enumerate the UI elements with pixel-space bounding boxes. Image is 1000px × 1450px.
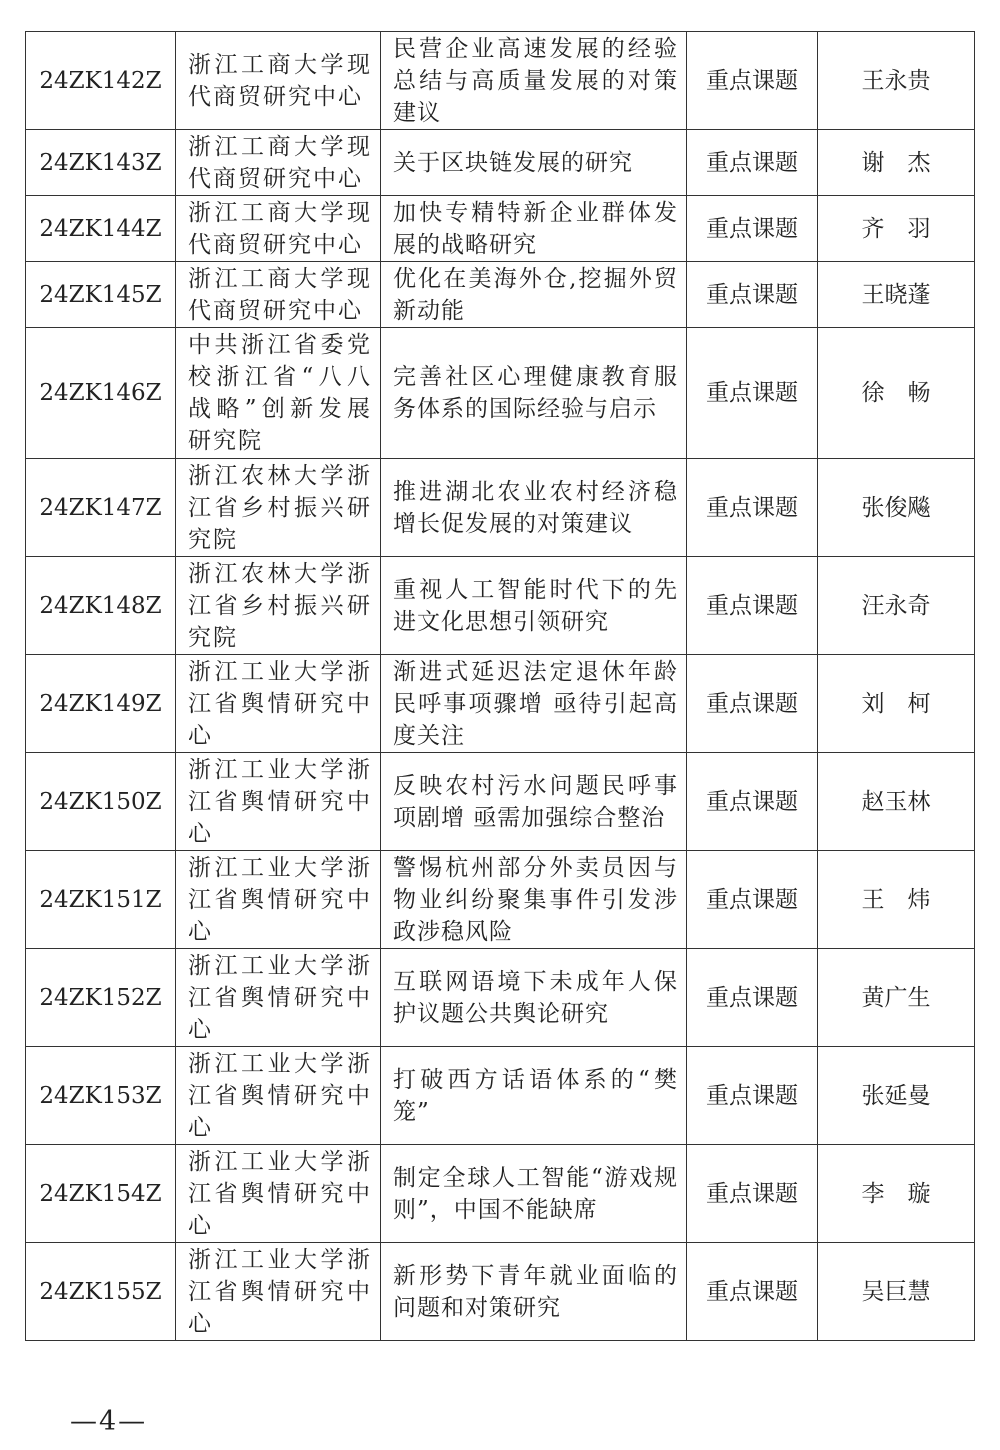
project-title: 重视人工智能时代下的先进文化思想引领研究 <box>381 557 687 655</box>
table-row <box>26 557 975 655</box>
project-type: 重点课题 <box>687 459 818 557</box>
organization: 浙江工商大学现代商贸研究中心 <box>176 130 381 196</box>
project-leader: 谢 杰 <box>818 130 975 196</box>
project-leader: 王永贵 <box>818 32 975 130</box>
project-leader: 赵玉林 <box>818 753 975 851</box>
project-code: 24ZK148Z <box>26 557 176 655</box>
project-title: 渐进式延迟法定退休年龄民呼事项骤增 亟待引起高度关注 <box>381 655 687 753</box>
project-title: 推进湖北农业农村经济稳增长促发展的对策建议 <box>381 459 687 557</box>
table-row <box>26 655 975 753</box>
table-row <box>26 328 975 459</box>
table-row <box>26 851 975 949</box>
organization: 浙江工商大学现代商贸研究中心 <box>176 32 381 130</box>
project-title: 民营企业高速发展的经验总结与高质量发展的对策建议 <box>381 32 687 130</box>
project-type: 重点课题 <box>687 851 818 949</box>
table-row <box>26 32 975 130</box>
project-leader: 刘 柯 <box>818 655 975 753</box>
table-row <box>26 1145 975 1243</box>
project-code: 24ZK153Z <box>26 1047 176 1145</box>
project-type: 重点课题 <box>687 130 818 196</box>
project-title: 优化在美海外仓,挖掘外贸新动能 <box>381 262 687 328</box>
project-title: 打破西方话语体系的“樊笼” <box>381 1047 687 1145</box>
project-title: 关于区块链发展的研究 <box>381 130 687 196</box>
table-row <box>26 949 975 1047</box>
project-code: 24ZK143Z <box>26 130 176 196</box>
project-code: 24ZK147Z <box>26 459 176 557</box>
project-type: 重点课题 <box>687 262 818 328</box>
organization: 浙江工业大学浙江省舆情研究中心 <box>176 753 381 851</box>
organization: 浙江农林大学浙江省乡村振兴研究院 <box>176 459 381 557</box>
project-leader: 徐 畅 <box>818 328 975 459</box>
project-code: 24ZK155Z <box>26 1243 176 1341</box>
project-table <box>25 31 975 1341</box>
project-type: 重点课题 <box>687 328 818 459</box>
organization: 浙江工业大学浙江省舆情研究中心 <box>176 1243 381 1341</box>
table-row <box>26 196 975 262</box>
project-leader: 黄广生 <box>818 949 975 1047</box>
table-row <box>26 262 975 328</box>
table-row <box>26 459 975 557</box>
project-type: 重点课题 <box>687 1243 818 1341</box>
project-code: 24ZK146Z <box>26 328 176 459</box>
project-type: 重点课题 <box>687 557 818 655</box>
organization: 浙江工业大学浙江省舆情研究中心 <box>176 949 381 1047</box>
project-leader: 张延曼 <box>818 1047 975 1145</box>
project-type: 重点课题 <box>687 1145 818 1243</box>
project-leader: 王晓蓬 <box>818 262 975 328</box>
page-number: —4— <box>70 1406 148 1437</box>
project-title: 互联网语境下未成年人保护议题公共舆论研究 <box>381 949 687 1047</box>
project-code: 24ZK145Z <box>26 262 176 328</box>
project-type: 重点课题 <box>687 196 818 262</box>
project-title: 警惕杭州部分外卖员因与物业纠纷聚集事件引发涉政涉稳风险 <box>381 851 687 949</box>
project-type: 重点课题 <box>687 949 818 1047</box>
table-row <box>26 1243 975 1341</box>
organization: 浙江工业大学浙江省舆情研究中心 <box>176 1047 381 1145</box>
project-title: 完善社区心理健康教育服务体系的国际经验与启示 <box>381 328 687 459</box>
organization: 中共浙江省委党校浙江省“八八战略”创新发展研究院 <box>176 328 381 459</box>
project-code: 24ZK149Z <box>26 655 176 753</box>
project-title: 制定全球人工智能“游戏规则”，中国不能缺席 <box>381 1145 687 1243</box>
project-leader: 汪永奇 <box>818 557 975 655</box>
project-code: 24ZK151Z <box>26 851 176 949</box>
project-code: 24ZK144Z <box>26 196 176 262</box>
project-title: 新形势下青年就业面临的问题和对策研究 <box>381 1243 687 1341</box>
project-title: 加快专精特新企业群体发展的战略研究 <box>381 196 687 262</box>
table-row <box>26 753 975 851</box>
project-leader: 齐 羽 <box>818 196 975 262</box>
project-code: 24ZK154Z <box>26 1145 176 1243</box>
project-leader: 王 炜 <box>818 851 975 949</box>
project-leader: 张俊飚 <box>818 459 975 557</box>
project-type: 重点课题 <box>687 655 818 753</box>
table-row <box>26 1047 975 1145</box>
project-code: 24ZK142Z <box>26 32 176 130</box>
project-leader: 吴巨慧 <box>818 1243 975 1341</box>
project-type: 重点课题 <box>687 1047 818 1145</box>
project-leader: 李 璇 <box>818 1145 975 1243</box>
project-code: 24ZK150Z <box>26 753 176 851</box>
organization: 浙江工商大学现代商贸研究中心 <box>176 196 381 262</box>
project-title: 反映农村污水问题民呼事项剧增 亟需加强综合整治 <box>381 753 687 851</box>
project-code: 24ZK152Z <box>26 949 176 1047</box>
organization: 浙江工业大学浙江省舆情研究中心 <box>176 655 381 753</box>
table-row <box>26 130 975 196</box>
project-type: 重点课题 <box>687 32 818 130</box>
organization: 浙江工商大学现代商贸研究中心 <box>176 262 381 328</box>
organization: 浙江工业大学浙江省舆情研究中心 <box>176 1145 381 1243</box>
organization: 浙江工业大学浙江省舆情研究中心 <box>176 851 381 949</box>
project-type: 重点课题 <box>687 753 818 851</box>
organization: 浙江农林大学浙江省乡村振兴研究院 <box>176 557 381 655</box>
